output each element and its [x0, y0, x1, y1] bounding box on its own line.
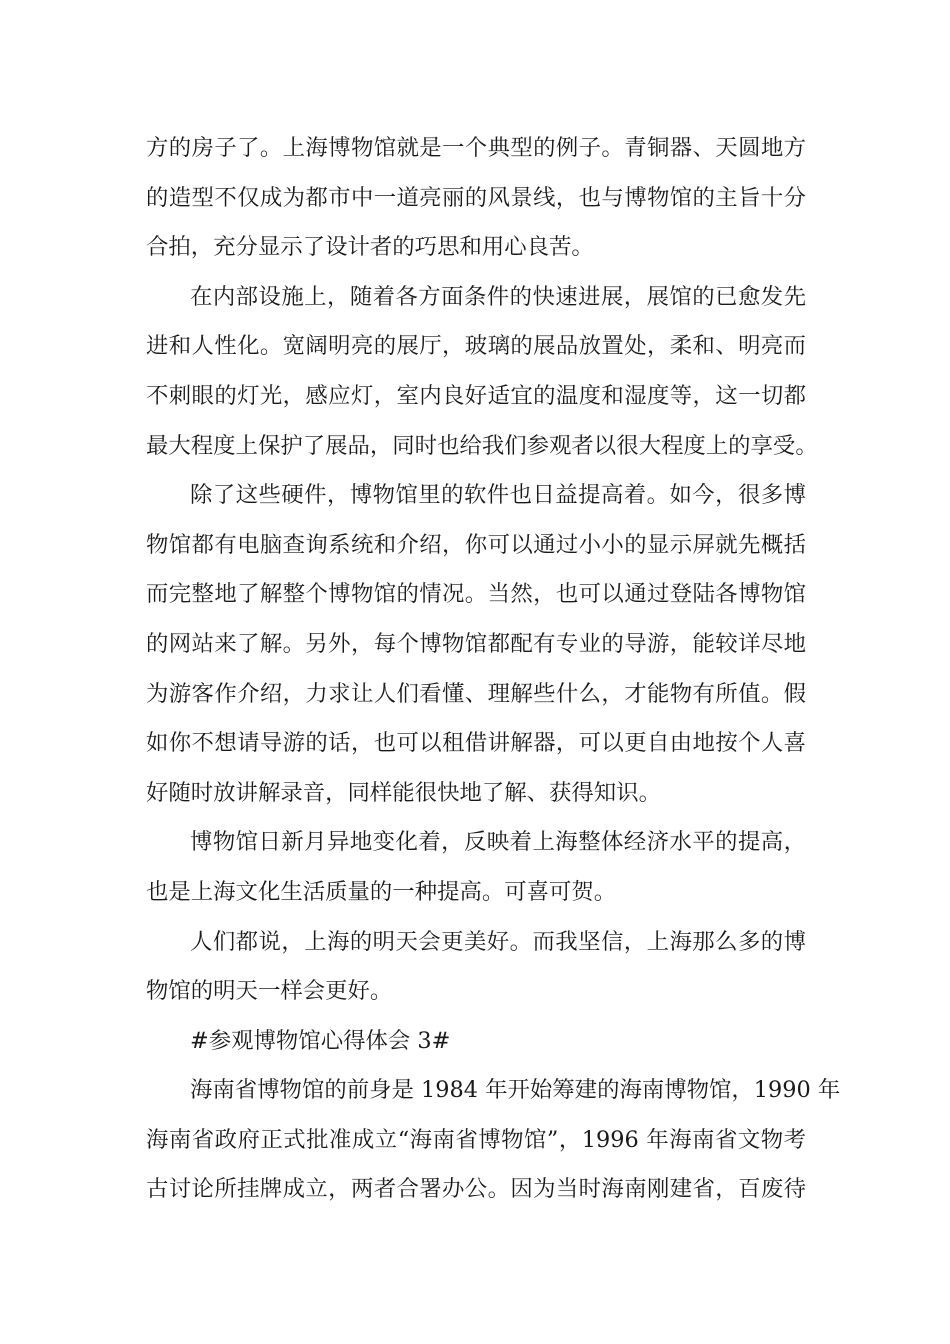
text-line: 不刺眼的灯光，感应灯，室内良好适宜的温度和湿度等，这一切都	[146, 382, 806, 409]
text-line: 方的房子了。上海博物馆就是一个典型的例子。青铜器、天圆地方	[146, 135, 806, 161]
text-line: 如你不想请导游的话，也可以租借讲解器，可以更自由地按个人喜	[146, 730, 806, 757]
paragraph-better-tomorrow	[146, 918, 806, 1017]
paragraph-hainan-museum	[146, 1066, 841, 1215]
section-title: #参观博物馆心得体会 3#	[190, 1027, 451, 1054]
paragraph-software-services	[146, 471, 806, 818]
section-heading	[146, 1017, 806, 1067]
text-line: 而完整地了解整个博物馆的情况。当然，也可以通过登陆各博物馆	[146, 581, 806, 608]
text-line: 在内部设施上，随着各方面条件的快速进展，展馆的已愈发先	[190, 283, 806, 310]
paragraph-changing-museums	[146, 818, 806, 917]
text-line: 好随时放讲解录音，同样能很快地了解、获得知识。	[146, 779, 661, 806]
paragraph-shanghai-museum-exterior	[146, 124, 806, 273]
text-line: 物馆都有电脑查询系统和介绍，你可以通过小小的显示屏就先概括	[146, 531, 806, 558]
text-line: 物馆的明天一样会更好。	[146, 978, 393, 1005]
text-line: 海南省政府正式批准成立“海南省博物馆”，1996 年海南省文物考	[146, 1126, 806, 1153]
text-line: 的网站来了解。另外，每个博物馆都配有专业的导游，能较详尽地	[146, 630, 806, 657]
text-line: 除了这些硬件，博物馆里的软件也日益提高着。如今，很多博	[190, 482, 806, 509]
paragraph-interior-facilities	[146, 273, 818, 471]
text-line: 为游客作介绍，力求让人们看懂、理解些什么，才能物有所值。假	[146, 680, 806, 707]
text-line: 古讨论所挂牌成立，两者合署办公。因为当时海南刚建省，百废待	[146, 1176, 806, 1203]
text-line: 博物馆日新月异地变化着，反映着上海整体经济水平的提高，	[190, 829, 806, 856]
text-line: 人们都说，上海的明天会更美好。而我坚信，上海那么多的博	[190, 928, 806, 955]
document-body	[146, 124, 841, 1215]
text-line: 进和人性化。宽阔明亮的展厅，玻璃的展品放置处，柔和、明亮而	[146, 333, 806, 360]
text-line: 也是上海文化生活质量的一种提高。可喜可贺。	[146, 878, 617, 905]
text-line: 最大程度上保护了展品，同时也给我们参观者以很大程度上的享受。	[146, 432, 818, 459]
text-line: 海南省博物馆的前身是 1984 年开始筹建的海南博物馆，1990 年	[190, 1077, 841, 1104]
text-line: 的造型不仅成为都市中一道亮丽的风景线，也与博物馆的主旨十分	[146, 184, 806, 211]
text-line: 合拍，充分显示了设计者的巧思和用心良苦。	[146, 234, 594, 261]
